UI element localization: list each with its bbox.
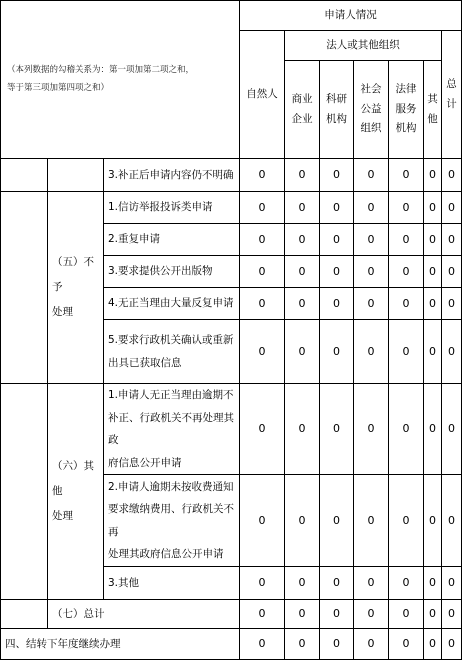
value-cell: 0 [442, 159, 462, 192]
blank-cell [1, 159, 48, 192]
value-cell: 0 [389, 256, 424, 288]
value-cell: 0 [240, 224, 285, 256]
value-cell: 0 [240, 600, 285, 629]
table-row [1, 629, 462, 660]
value-cell: 0 [320, 159, 354, 192]
table-row [1, 384, 462, 475]
value-cell: 0 [285, 567, 320, 600]
table-row [1, 159, 462, 192]
value-cell: 0 [424, 159, 442, 192]
business-header-line2: 企业 [291, 112, 313, 125]
value-cell: 0 [320, 224, 354, 256]
value-cell: 0 [442, 224, 462, 256]
value-cell: 0 [442, 288, 462, 320]
carry-over-row-label: 四、结转下年度继续办理 [1, 629, 240, 660]
row-label: 3.其他 [104, 567, 240, 600]
table-row [1, 192, 462, 224]
value-cell: 0 [354, 320, 389, 384]
value-cell: 0 [424, 192, 442, 224]
value-cell: 0 [442, 600, 462, 629]
business-enterprise-header [285, 61, 320, 159]
value-cell: 0 [320, 288, 354, 320]
header-note-line1: （本列数据的勾稽关系为：第一项加第二项之和， [7, 64, 195, 75]
value-cell: 0 [389, 475, 424, 567]
value-cell: 0 [285, 475, 320, 567]
header-note-line2: 等于第三项加第四项之和） [7, 82, 110, 93]
row-label: 4.无正当理由大量反复申请 [104, 288, 240, 320]
blank-cell [1, 192, 48, 384]
value-cell: 0 [424, 384, 442, 475]
value-cell: 0 [389, 192, 424, 224]
value-cell: 0 [354, 224, 389, 256]
blank-cell [1, 600, 48, 629]
value-cell: 0 [389, 629, 424, 660]
value-cell: 0 [285, 192, 320, 224]
value-cell: 0 [389, 600, 424, 629]
row-label-line2: 补正、行政机关不再处理其政 [108, 411, 234, 447]
total-row-label: （七）总计 [48, 600, 240, 629]
value-cell: 0 [442, 256, 462, 288]
value-cell: 0 [320, 567, 354, 600]
research-header-line1: 科研 [326, 92, 347, 105]
value-cell: 0 [389, 567, 424, 600]
row-label-line2: 出具已获取信息 [108, 356, 182, 369]
value-cell: 0 [389, 224, 424, 256]
value-cell: 0 [285, 320, 320, 384]
public-welfare-org-header [354, 61, 389, 159]
value-cell: 0 [442, 567, 462, 600]
row-label: 2.重复申请 [104, 224, 240, 256]
applicant-situation-header: 申请人情况 [240, 1, 462, 31]
other-org-header [424, 61, 442, 159]
blank-cell [48, 159, 104, 192]
value-cell: 0 [320, 192, 354, 224]
row-label [104, 384, 240, 475]
other-header-line1: 其 [427, 92, 438, 105]
blank-cell [1, 384, 48, 600]
welfare-header-line3: 组织 [360, 122, 382, 135]
value-cell: 0 [320, 475, 354, 567]
not-processed-line2: 处理 [52, 306, 73, 319]
header-note-cell [1, 1, 240, 159]
total-header-line1: 总 [446, 77, 457, 90]
not-processed-line1: （五）不予 [52, 255, 94, 293]
value-cell: 0 [389, 159, 424, 192]
natural-person-header: 自然人 [240, 31, 285, 159]
value-cell: 0 [285, 256, 320, 288]
row-label: 1.信访举报投诉类申请 [104, 192, 240, 224]
value-cell: 0 [389, 384, 424, 475]
value-cell: 0 [240, 567, 285, 600]
value-cell: 0 [320, 600, 354, 629]
value-cell: 0 [240, 192, 285, 224]
row-label: 3.要求提供公开出版物 [104, 256, 240, 288]
value-cell: 0 [424, 567, 442, 600]
row-label [104, 475, 240, 567]
total-column-header [442, 31, 462, 159]
row-label-line2: 要求缴纳费用、行政机关不再 [108, 503, 234, 538]
research-institution-header [320, 61, 354, 159]
business-header-line1: 商业 [291, 92, 313, 105]
legal-service-header-line3: 机构 [395, 122, 417, 135]
value-cell: 0 [354, 629, 389, 660]
value-cell: 0 [320, 256, 354, 288]
value-cell: 0 [442, 475, 462, 567]
other-header-line2: 他 [427, 112, 438, 125]
value-cell: 0 [424, 224, 442, 256]
value-cell: 0 [442, 192, 462, 224]
value-cell: 0 [354, 159, 389, 192]
row-label-line1: 1.申请人无正当理由逾期不 [108, 389, 234, 401]
value-cell: 0 [424, 629, 442, 660]
value-cell: 0 [354, 288, 389, 320]
research-header-line2: 机构 [326, 112, 347, 125]
value-cell: 0 [389, 288, 424, 320]
legal-service-header-line1: 法律 [395, 82, 417, 95]
value-cell: 0 [442, 320, 462, 384]
value-cell: 0 [389, 320, 424, 384]
welfare-header-line1: 社会 [360, 82, 382, 95]
total-header-line2: 计 [446, 97, 457, 110]
value-cell: 0 [424, 600, 442, 629]
value-cell: 0 [320, 384, 354, 475]
value-cell: 0 [285, 629, 320, 660]
value-cell: 0 [320, 320, 354, 384]
value-cell: 0 [285, 159, 320, 192]
legal-service-org-header [389, 61, 424, 159]
value-cell: 0 [240, 159, 285, 192]
value-cell: 0 [320, 629, 354, 660]
value-cell: 0 [354, 567, 389, 600]
value-cell: 0 [354, 384, 389, 475]
value-cell: 0 [424, 288, 442, 320]
value-cell: 0 [240, 320, 285, 384]
value-cell: 0 [240, 288, 285, 320]
value-cell: 0 [424, 256, 442, 288]
value-cell: 0 [354, 600, 389, 629]
row-label-line1: 2.申请人逾期未按收费通知 [108, 480, 234, 493]
value-cell: 0 [442, 384, 462, 475]
row-label: 3.补正后申请内容仍不明确 [104, 159, 240, 192]
value-cell: 0 [285, 600, 320, 629]
other-processing-line1: （六）其他 [52, 459, 94, 498]
row-label [104, 320, 240, 384]
value-cell: 0 [240, 629, 285, 660]
value-cell: 0 [240, 384, 285, 475]
value-cell: 0 [285, 384, 320, 475]
row-label-line3: 处理其政府信息公开申请 [108, 548, 224, 561]
table-row [1, 600, 462, 629]
row-label-line3: 府信息公开申请 [108, 456, 182, 469]
value-cell: 0 [354, 256, 389, 288]
welfare-header-line2: 公益 [360, 102, 382, 115]
value-cell: 0 [424, 320, 442, 384]
value-cell: 0 [424, 475, 442, 567]
value-cell: 0 [354, 192, 389, 224]
legal-service-header-line2: 服务 [395, 102, 417, 115]
value-cell: 0 [240, 256, 285, 288]
value-cell: 0 [442, 629, 462, 660]
value-cell: 0 [285, 224, 320, 256]
other-processing-category [48, 384, 104, 600]
legal-person-group-header: 法人或其他组织 [285, 31, 442, 61]
value-cell: 0 [285, 288, 320, 320]
not-processed-category [48, 192, 104, 384]
row-label-line1: 5.要求行政机关确认或重新 [108, 333, 234, 346]
value-cell: 0 [354, 475, 389, 567]
value-cell: 0 [240, 475, 285, 567]
other-processing-line2: 处理 [52, 510, 73, 523]
